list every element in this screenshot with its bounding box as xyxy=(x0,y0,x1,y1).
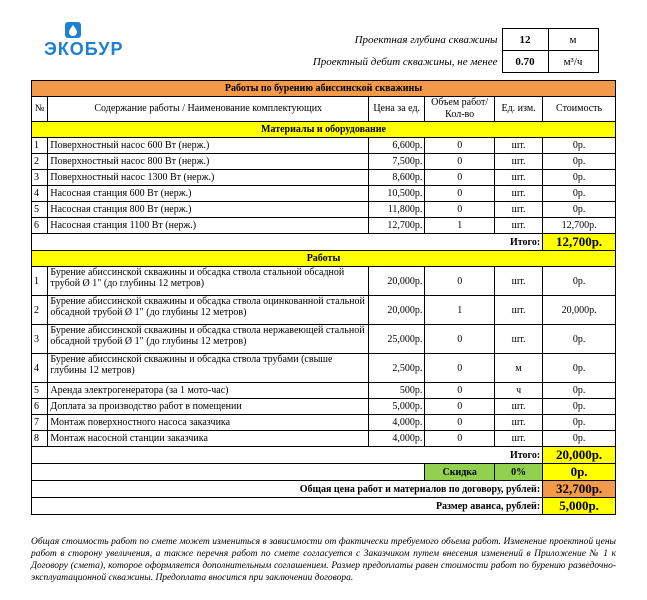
row-name: Доплата за производство работ в помещении xyxy=(48,399,369,415)
grand-total-label: Общая цена работ и материалов по договору, рублей: xyxy=(32,481,543,498)
materials-total-value: 12,700р. xyxy=(543,234,616,251)
row-price: 20,000р. xyxy=(369,296,425,325)
row-qty: 0 xyxy=(425,154,495,170)
water-drop-icon xyxy=(65,22,81,38)
row-cost: 0р. xyxy=(543,325,616,354)
row-name: Поверхностный насос 800 Вт (нерж.) xyxy=(48,154,369,170)
depth-label: Проектная глубина скважины xyxy=(354,33,498,46)
row-cost: 0р. xyxy=(543,154,616,170)
company-logo xyxy=(44,22,124,62)
depth-unit: м xyxy=(548,29,598,51)
row-cost: 0р. xyxy=(543,354,616,383)
brand-name: ЭКОБУР xyxy=(44,39,124,59)
col-qty: Объем работ/ Кол-во xyxy=(425,97,495,122)
row-num: 5 xyxy=(32,202,48,218)
row-name-text: Бурение абиссинской скважины и обсадка ствола стальной обсадной трубой Ø 1" (до глубины 12 метров) xyxy=(50,267,345,289)
row-qty: 1 xyxy=(425,296,495,325)
row-num: 4 xyxy=(32,186,48,202)
row-price: 11,800р. xyxy=(369,202,425,218)
row-num: 2 xyxy=(32,296,48,325)
row-cost: 0р. xyxy=(543,202,616,218)
row-name xyxy=(48,354,369,383)
row-qty: 0 xyxy=(425,202,495,218)
row-unit: шт. xyxy=(495,415,543,431)
row-qty: 0 xyxy=(425,399,495,415)
row-price: 6,600р. xyxy=(369,138,425,154)
row-cost: 0р. xyxy=(543,431,616,447)
works-section-title: Работы xyxy=(32,251,616,267)
materials-section-title: Материалы и оборудование xyxy=(32,122,616,138)
row-name-text: Бурение абиссинской скважины и обсадка ствола трубами (свыше глубины 12 метров) xyxy=(50,354,333,376)
row-price: 12,700р. xyxy=(369,218,425,234)
row-price: 8,600р. xyxy=(369,170,425,186)
table-row xyxy=(32,154,616,170)
row-unit: шт. xyxy=(495,218,543,234)
row-unit: шт. xyxy=(495,399,543,415)
row-cost: 0р. xyxy=(543,415,616,431)
discount-row xyxy=(32,464,616,481)
table-row xyxy=(32,267,616,296)
advance-label: Размер аванса, рублей: xyxy=(32,498,543,515)
row-name: Насосная станция 800 Вт (нерж.) xyxy=(48,202,369,218)
works-total-value: 20,000р. xyxy=(543,447,616,464)
row-name: Насосная станция 600 Вт (нерж.) xyxy=(48,186,369,202)
row-unit: шт. xyxy=(495,431,543,447)
row-num: 1 xyxy=(32,267,48,296)
row-cost: 0р. xyxy=(543,267,616,296)
row-name: Поверхностный насос 1300 Вт (нерж.) xyxy=(48,170,369,186)
row-unit: шт. xyxy=(495,138,543,154)
row-price: 500р. xyxy=(369,383,425,399)
row-price: 25,000р. xyxy=(369,325,425,354)
row-num: 6 xyxy=(32,399,48,415)
estimate-table xyxy=(31,80,616,515)
col-num: № xyxy=(32,97,48,122)
table-row xyxy=(32,170,616,186)
row-num: 8 xyxy=(32,431,48,447)
row-qty: 0 xyxy=(425,415,495,431)
grand-total-value: 32,700р. xyxy=(543,481,616,498)
row-cost: 0р. xyxy=(543,170,616,186)
advance-value: 5,000р. xyxy=(543,498,616,515)
row-cost: 0р. xyxy=(543,138,616,154)
footnote: Общая стоимость работ по смете может измениться в зависимости от фактически требуемого объема работ. Изменение проектной цены работ в сторону увеличения, а также перечня работ по смете согласуется с Заказчиком путем внесения изменений в Приложение № 1 к Договору (смета), которое оформляется дополнительным соглашением. Размер предоплаты равен стоимости работ по бурению разведочно-эксплуатационной скважины. Предоплата вносится при заключении договора. xyxy=(31,537,616,583)
table-row xyxy=(32,138,616,154)
row-price: 4,000р. xyxy=(369,431,425,447)
row-name-text: Бурение абиссинской скважины и обсадка ствола нержавеющей стальной обсадной трубой Ø 1" (до глубины 12 метров) xyxy=(50,325,365,347)
table-row xyxy=(32,431,616,447)
row-qty: 0 xyxy=(425,431,495,447)
row-name: Насосная станция 1100 Вт (нерж.) xyxy=(48,218,369,234)
col-name: Содержание работы / Наименование комплектующих xyxy=(48,97,369,122)
table-title: Работы по бурению абиссинской скважины xyxy=(32,81,616,97)
row-name: Поверхностный насос 600 Вт (нерж.) xyxy=(48,138,369,154)
row-qty: 1 xyxy=(425,218,495,234)
row-price: 5,000р. xyxy=(369,399,425,415)
row-name: Монтаж насосной станции заказчика xyxy=(48,431,369,447)
row-name xyxy=(48,267,369,296)
table-row xyxy=(32,415,616,431)
discount-percent: 0% xyxy=(495,464,543,481)
row-num: 4 xyxy=(32,354,48,383)
row-cost: 20,000р. xyxy=(543,296,616,325)
row-name xyxy=(48,296,369,325)
row-cost: 12,700р. xyxy=(543,218,616,234)
row-num: 3 xyxy=(32,325,48,354)
project-params xyxy=(240,28,599,73)
row-num: 3 xyxy=(32,170,48,186)
row-price: 20,000р. xyxy=(369,267,425,296)
row-cost: 0р. xyxy=(543,186,616,202)
column-headers xyxy=(32,97,616,122)
row-price: 7,500р. xyxy=(369,154,425,170)
col-unit: Ед. изм. xyxy=(495,97,543,122)
row-num: 1 xyxy=(32,138,48,154)
advance-row xyxy=(32,498,616,515)
row-num: 5 xyxy=(32,383,48,399)
table-row xyxy=(32,399,616,415)
col-cost: Стоимость xyxy=(543,97,616,122)
row-price: 10,500р. xyxy=(369,186,425,202)
works-total-label: Итого: xyxy=(32,447,543,464)
row-name: Монтаж поверхностного насоса заказчика xyxy=(48,415,369,431)
row-cost: 0р. xyxy=(543,399,616,415)
row-qty: 0 xyxy=(425,170,495,186)
col-price: Цена за ед. xyxy=(369,97,425,122)
discount-label: Скидка xyxy=(425,464,495,481)
row-unit: шт. xyxy=(495,186,543,202)
table-row xyxy=(32,186,616,202)
row-unit: ч xyxy=(495,383,543,399)
row-cost: 0р. xyxy=(543,383,616,399)
table-row xyxy=(32,218,616,234)
depth-value: 12 xyxy=(502,29,548,51)
grand-total-row xyxy=(32,481,616,498)
row-num: 2 xyxy=(32,154,48,170)
table-row xyxy=(32,296,616,325)
row-qty: 0 xyxy=(425,354,495,383)
row-num: 7 xyxy=(32,415,48,431)
row-qty: 0 xyxy=(425,138,495,154)
works-total-row xyxy=(32,447,616,464)
debit-value: 0.70 xyxy=(502,51,548,73)
row-qty: 0 xyxy=(425,325,495,354)
row-unit: шт. xyxy=(495,267,543,296)
materials-total-label: Итого: xyxy=(32,234,543,251)
table-row xyxy=(32,383,616,399)
row-unit: шт. xyxy=(495,325,543,354)
table-row xyxy=(32,354,616,383)
table-row xyxy=(32,202,616,218)
row-unit: м xyxy=(495,354,543,383)
row-name xyxy=(48,325,369,354)
row-price: 2,500р. xyxy=(369,354,425,383)
debit-unit: м³/ч xyxy=(548,51,598,73)
row-unit: шт. xyxy=(495,154,543,170)
row-unit: шт. xyxy=(495,296,543,325)
row-unit: шт. xyxy=(495,170,543,186)
discount-value: 0р. xyxy=(543,464,616,481)
row-unit: шт. xyxy=(495,202,543,218)
row-qty: 0 xyxy=(425,267,495,296)
row-name: Аренда электрогенератора (за 1 мото-час) xyxy=(48,383,369,399)
table-row xyxy=(32,325,616,354)
row-price: 4,000р. xyxy=(369,415,425,431)
row-num: 6 xyxy=(32,218,48,234)
row-name-text: Бурение абиссинской скважины и обсадка ствола оцинкованной стальной обсадной трубой Ø 1" (до глубины 12 метров) xyxy=(50,296,365,318)
row-qty: 0 xyxy=(425,383,495,399)
debit-label: Проектный дебит скважины, не менее xyxy=(312,55,498,68)
materials-total-row xyxy=(32,234,616,251)
row-qty: 0 xyxy=(425,186,495,202)
